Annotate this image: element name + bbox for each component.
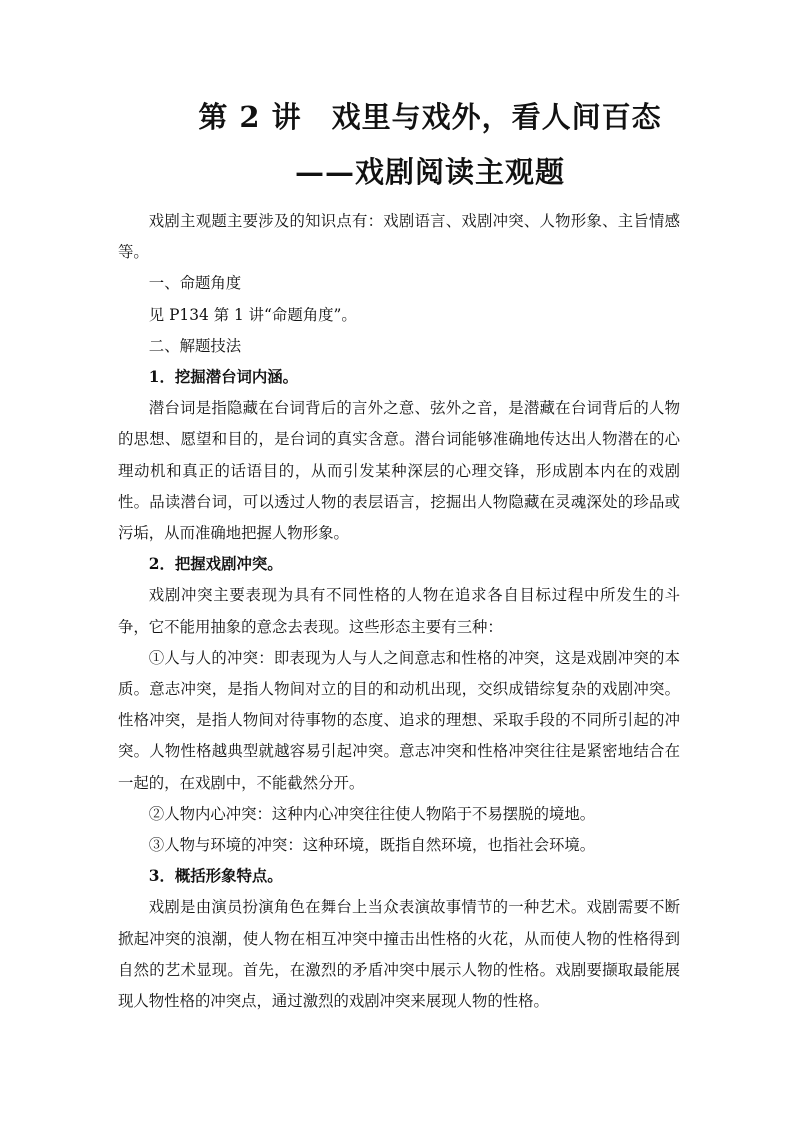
title-line-1: 第 2 讲 戏里与戏外，看人间百态: [198, 100, 662, 134]
intro-paragraph: 戏剧主观题主要涉及的知识点有：戏剧语言、戏剧冲突、人物形象、主旨情感等。: [118, 212, 680, 262]
list-item: ③人物与环境的冲突：这种环境，既指自然环境，也指社会环境。: [148, 836, 596, 855]
title-line-2: ——戏剧阅读主观题: [294, 155, 565, 189]
subheading: 3．概括形象特点。: [148, 867, 283, 886]
paragraph: 戏剧是由演员扮演角色在舞台上当众表演故事情节的一种艺术。戏剧需要不断掀起冲突的浪潮，使人物在相互冲突中撞击出性格的火花，从而使人物的性格得到自然的艺术显现。首先，在激烈的矛盾冲突中展示人物的性格。戏剧要撷取最能展现人物性格的冲突点，通过激烈的戏剧冲突来展现人物的性格。: [118, 898, 680, 1011]
list-item: ②人物内心冲突：这种内心冲突往往使人物陷于不易摆脱的境地。: [148, 804, 596, 823]
section-heading: 二、解题技法: [148, 336, 242, 355]
paragraph: 戏剧冲突主要表现为具有不同性格的人物在追求各自目标过程中所发生的斗争，它不能用抽象的意念去表现。这些形态主要有三种：: [118, 586, 680, 636]
document-body: [118, 206, 680, 1017]
subheading: 2．把握戏剧冲突。: [148, 555, 283, 574]
paragraph: 见 P134 第 1 讲“命题角度”。: [148, 305, 357, 324]
list-item: ①人与人的冲突：即表现为人与人之间意志和性格的冲突，这是戏剧冲突的本质。意志冲突，是指人物间对立的目的和动机出现，交织成错综复杂的戏剧冲突。性格冲突，是指人物间对待事物的态度、追求的理想、采取手段的不同所引起的冲突。人物性格越典型就越容易引起冲突。意志冲突和性格冲突往往是紧密地结合在一起的，在戏剧中，不能截然分开。: [118, 648, 680, 792]
section-heading: 一、命题角度: [148, 274, 242, 293]
subheading: 1．挖掘潜台词内涵。: [148, 368, 299, 387]
paragraph: 潜台词是指隐藏在台词背后的言外之意、弦外之音，是潜藏在台词背后的人物的思想、愿望和目的，是台词的真实含意。潜台词能够准确地传达出人物潜在的心理动机和真正的话语目的，从而引发某种深层的心理交锋，形成剧本内在的戏剧性。品读潜台词，可以透过人物的表层语言，挖掘出人物隐藏在灵魂深处的珍品或污垢，从而准确地把握人物形象。: [118, 399, 680, 543]
